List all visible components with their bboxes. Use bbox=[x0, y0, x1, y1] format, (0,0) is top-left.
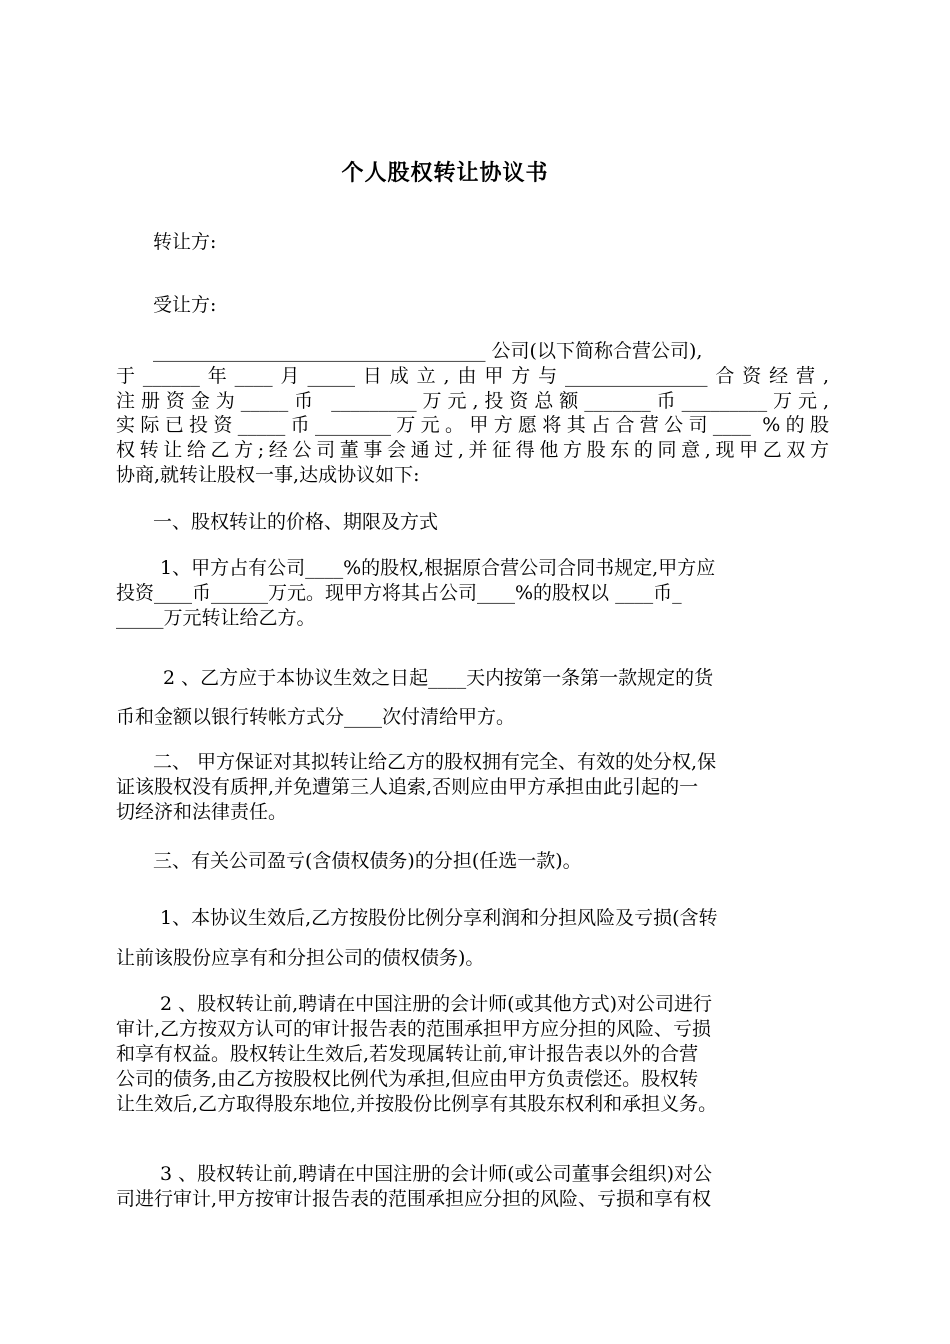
section-heading: 一、股权转让的价格、期限及方式 bbox=[153, 511, 439, 533]
paragraph-line: 1、本协议生效后,乙方按股份比例分享利润和分担风险及亏损(含转 bbox=[160, 907, 718, 929]
paragraph-line: _____万元转让给乙方。 bbox=[116, 607, 316, 629]
intro-line: ___________________________________ 公司(以下简称合营公司), bbox=[153, 340, 703, 362]
intro-line: 权转让给乙方;经公司董事会通过,并征得他方股东的同意,现甲乙双方 bbox=[116, 439, 829, 461]
paragraph-line: 证该股权没有质押,并免遭第三人追索,否则应由甲方承担由此引起的一 bbox=[116, 776, 699, 798]
paragraph-line: 2 、乙方应于本协议生效之日起____天内按第一条第一款规定的货 bbox=[163, 667, 714, 689]
paragraph-line: 2 、股权转让前,聘请在中国注册的会计师(或其他方式)对公司进行 bbox=[160, 993, 712, 1015]
paragraph-line: 审计,乙方按双方认可的审计报告表的范围承担甲方应分担的风险、亏损 bbox=[116, 1018, 712, 1040]
document-title: 个人股权转让协议书 bbox=[341, 161, 549, 186]
paragraph-line: 币和金额以银行转帐方式分____次付清给甲方。 bbox=[116, 706, 516, 728]
transferor-label: 转让方: bbox=[153, 231, 217, 253]
intro-line: 实际已投资_____币________万元。甲方愿将其占合营公司____ %的股 bbox=[116, 414, 829, 436]
paragraph-line: 3 、股权转让前,聘请在中国注册的会计师(或公司董事会组织)对公 bbox=[160, 1163, 712, 1185]
paragraph-line: 司进行审计,甲方按审计报告表的范围承担应分担的风险、亏损和享有权 bbox=[116, 1188, 712, 1210]
paragraph-line: 二、 甲方保证对其拟转让给乙方的股权拥有完全、有效的处分权,保 bbox=[153, 751, 717, 773]
paragraph-line: 和享有权益。股权转让生效后,若发现属转让前,审计报告表以外的合营 bbox=[116, 1043, 699, 1065]
paragraph-line: 让前该股份应享有和分担公司的债权债务)。 bbox=[116, 947, 485, 969]
paragraph-line: 公司的债务,由乙方按股权比例代为承担,但应由甲方负责偿还。股权转 bbox=[116, 1068, 699, 1090]
section-heading: 三、有关公司盈亏(含债权债务)的分担(任选一款)。 bbox=[153, 850, 582, 872]
paragraph-line: 1、甲方占有公司____%的股权,根据原合营公司合同书规定,甲方应 bbox=[160, 557, 716, 579]
intro-line: 协商,就转让股权一事,达成协议如下: bbox=[116, 464, 420, 486]
transferee-label: 受让方: bbox=[153, 294, 217, 316]
intro-line: 于______年____月_____日成立,由甲方与_______________合资经营, bbox=[116, 365, 829, 387]
paragraph-line: 让生效后,乙方取得股东地位,并按股份比例享有其股东权利和承担义务。 bbox=[116, 1093, 718, 1115]
paragraph-line: 投资____币______万元。现甲方将其占公司____%的股权以 ____币_ bbox=[116, 582, 682, 604]
paragraph-line: 切经济和法律责任。 bbox=[116, 801, 288, 823]
intro-line: 注册资金为_____币 _________万元,投资总额_______币_________万元, bbox=[116, 390, 829, 412]
